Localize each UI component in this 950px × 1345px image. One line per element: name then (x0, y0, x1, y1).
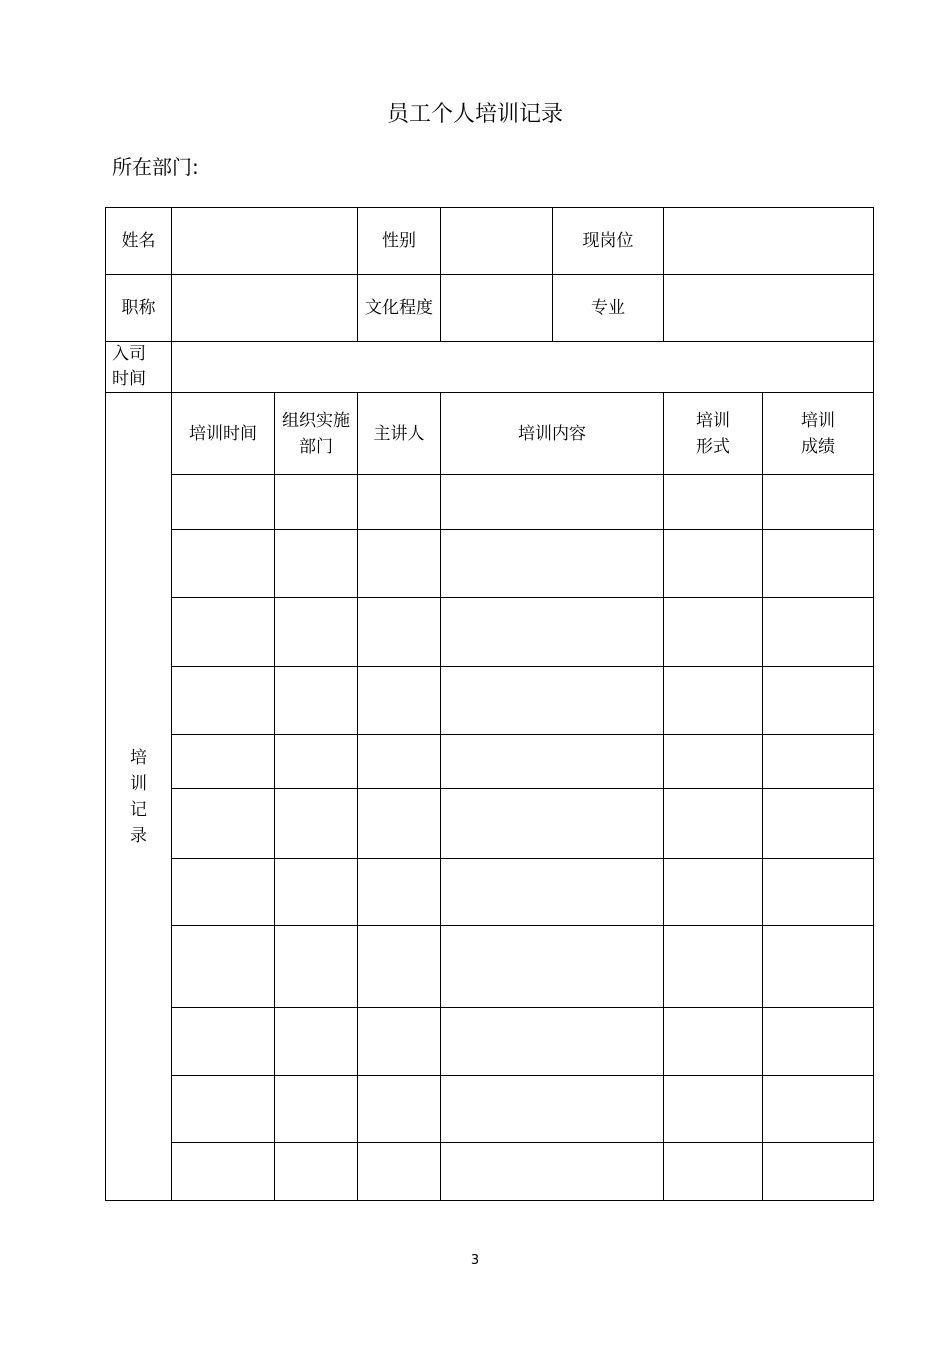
cell-org[interactable] (275, 1143, 358, 1201)
section-char-1: 培 (130, 747, 147, 768)
info-row-3 (106, 342, 874, 393)
col-header-form-line2: 形式 (696, 436, 730, 457)
department-label: 所在部门: (112, 155, 199, 179)
training-section-label (106, 393, 172, 1201)
cell-form[interactable] (664, 475, 763, 530)
cell-time[interactable] (172, 667, 275, 735)
cell-score[interactable] (763, 667, 874, 735)
cell-score[interactable] (763, 598, 874, 667)
cell-time[interactable] (172, 859, 275, 926)
col-header-score-line2: 成绩 (801, 436, 835, 457)
page-title: 员工个人培训记录 (386, 102, 563, 127)
cell-score[interactable] (763, 789, 874, 859)
training-row (106, 926, 874, 1008)
training-row (106, 859, 874, 926)
cell-lecturer[interactable] (358, 1076, 441, 1143)
name-label: 姓名 (106, 208, 172, 275)
entry-time-value-cell[interactable] (172, 342, 874, 393)
col-header-time: 培训时间 (172, 393, 275, 475)
col-header-form-line1: 培训 (696, 410, 730, 431)
cell-lecturer[interactable] (358, 789, 441, 859)
cell-org[interactable] (275, 598, 358, 667)
cell-score[interactable] (763, 1076, 874, 1143)
cell-time[interactable] (172, 1076, 275, 1143)
gender-value-cell[interactable] (441, 208, 553, 275)
cell-score[interactable] (763, 530, 874, 598)
cell-time[interactable] (172, 926, 275, 1008)
col-header-org-line2: 部门 (299, 436, 333, 457)
cell-time[interactable] (172, 735, 275, 789)
cell-org[interactable] (275, 926, 358, 1008)
cell-content[interactable] (441, 789, 664, 859)
training-record-table (105, 207, 874, 1201)
col-header-score-line1: 培训 (801, 410, 835, 431)
cell-score[interactable] (763, 475, 874, 530)
cell-form[interactable] (664, 789, 763, 859)
cell-time[interactable] (172, 475, 275, 530)
col-header-form (664, 393, 763, 475)
cell-org[interactable] (275, 859, 358, 926)
training-row (106, 667, 874, 735)
cell-lecturer[interactable] (358, 598, 441, 667)
cell-lecturer[interactable] (358, 475, 441, 530)
col-header-content: 培训内容 (441, 393, 664, 475)
training-row (106, 475, 874, 530)
major-value-cell[interactable] (664, 275, 874, 342)
cell-org[interactable] (275, 475, 358, 530)
cell-form[interactable] (664, 926, 763, 1008)
cell-lecturer[interactable] (358, 530, 441, 598)
cell-content[interactable] (441, 926, 664, 1008)
cell-content[interactable] (441, 1076, 664, 1143)
training-header-row (106, 393, 874, 475)
section-char-3: 记 (130, 799, 147, 820)
cell-content[interactable] (441, 598, 664, 667)
cell-form[interactable] (664, 598, 763, 667)
training-row (106, 735, 874, 789)
training-row (106, 530, 874, 598)
education-label: 文化程度 (358, 275, 441, 342)
col-header-org-line1: 组织实施 (282, 410, 350, 431)
cell-org[interactable] (275, 735, 358, 789)
position-label: 现岗位 (553, 208, 664, 275)
cell-form[interactable] (664, 530, 763, 598)
cell-org[interactable] (275, 1008, 358, 1076)
cell-org[interactable] (275, 530, 358, 598)
cell-org[interactable] (275, 1076, 358, 1143)
training-row (106, 598, 874, 667)
training-row (106, 1076, 874, 1143)
col-header-score (763, 393, 874, 475)
col-header-org (275, 393, 358, 475)
info-row-2 (106, 275, 874, 342)
page-number: 3 (470, 1253, 480, 1268)
title-value-cell[interactable] (172, 275, 358, 342)
training-row (106, 1008, 874, 1076)
cell-content[interactable] (441, 1008, 664, 1076)
cell-form[interactable] (664, 735, 763, 789)
cell-time[interactable] (172, 530, 275, 598)
cell-form[interactable] (664, 859, 763, 926)
cell-content[interactable] (441, 859, 664, 926)
cell-content[interactable] (441, 1143, 664, 1201)
col-header-lecturer: 主讲人 (358, 393, 441, 475)
title-label: 职称 (106, 275, 172, 342)
cell-form[interactable] (664, 1076, 763, 1143)
gender-label: 性别 (358, 208, 441, 275)
cell-form[interactable] (664, 1143, 763, 1201)
cell-lecturer[interactable] (358, 1143, 441, 1201)
cell-org[interactable] (275, 667, 358, 735)
cell-org[interactable] (275, 789, 358, 859)
cell-time[interactable] (172, 1008, 275, 1076)
cell-time[interactable] (172, 789, 275, 859)
cell-time[interactable] (172, 1143, 275, 1201)
cell-score[interactable] (763, 1143, 874, 1201)
cell-content[interactable] (441, 735, 664, 789)
cell-lecturer[interactable] (358, 735, 441, 789)
cell-time[interactable] (172, 598, 275, 667)
section-char-2: 训 (130, 773, 147, 794)
cell-lecturer[interactable] (358, 859, 441, 926)
position-value-cell[interactable] (664, 208, 874, 275)
cell-lecturer[interactable] (358, 667, 441, 735)
cell-content[interactable] (441, 475, 664, 530)
cell-score[interactable] (763, 859, 874, 926)
cell-score[interactable] (763, 735, 874, 789)
cell-content[interactable] (441, 667, 664, 735)
cell-score[interactable] (763, 1008, 874, 1076)
cell-score[interactable] (763, 926, 874, 1008)
entry-time-label-line1: 入司 (112, 344, 146, 364)
major-label: 专业 (553, 275, 664, 342)
cell-form[interactable] (664, 667, 763, 735)
cell-lecturer[interactable] (358, 1008, 441, 1076)
info-row-1 (106, 208, 874, 275)
name-value-cell[interactable] (172, 208, 358, 275)
cell-form[interactable] (664, 1008, 763, 1076)
cell-content[interactable] (441, 530, 664, 598)
entry-time-label-line2: 时间 (112, 369, 146, 389)
section-char-4: 录 (130, 825, 147, 846)
entry-time-label (106, 342, 172, 393)
training-row (106, 1143, 874, 1201)
cell-lecturer[interactable] (358, 926, 441, 1008)
education-value-cell[interactable] (441, 275, 553, 342)
training-row (106, 789, 874, 859)
